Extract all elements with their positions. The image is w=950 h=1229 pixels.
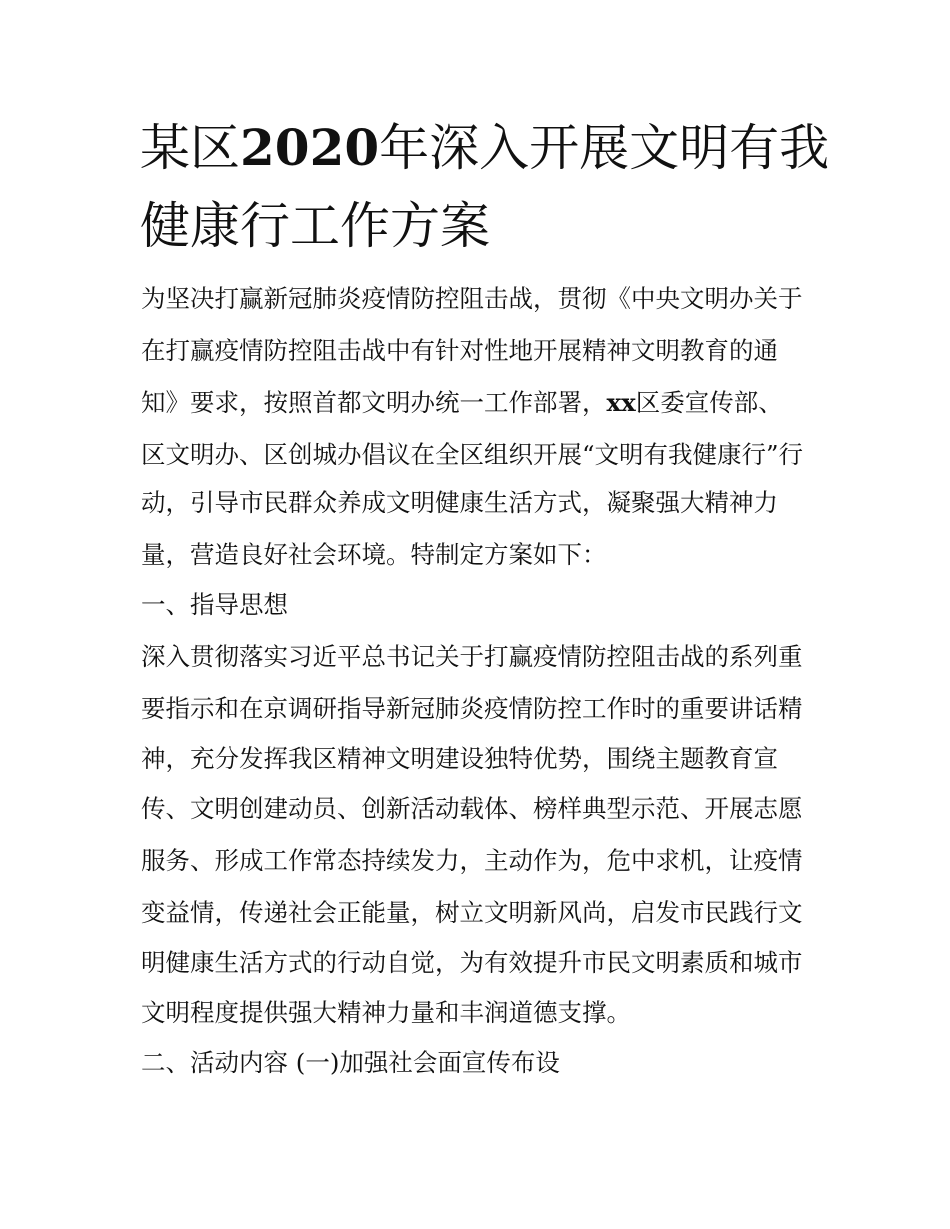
paragraph-line: 区文明办、区创城办倡议在全区组织开展“文明有我健康行”行	[141, 440, 804, 469]
paragraph-line: 在打赢疫情防控阻击战中有针对性地开展精神文明教育的通	[141, 336, 778, 365]
paragraph-line: 量，营造良好社会环境。特制定方案如下：	[141, 540, 607, 569]
line-text: 知》要求，按照首都文明办统一工作部署，	[141, 388, 607, 417]
title-prefix: 某区	[140, 119, 240, 177]
paragraph-line: 神，充分发挥我区精神文明建设独特优势，围绕主题教育宣	[141, 744, 778, 773]
document-title-line-2: 健康行工作方案	[140, 197, 490, 255]
paragraph-line: 服务、形成工作常态持续发力，主动作为，危中求机，让疫情	[141, 846, 803, 875]
paragraph-line: 要指示和在京调研指导新冠肺炎疫情防控工作时的重要讲话精	[141, 694, 803, 723]
paragraph-line: 变益情，传递社会正能量，树立文明新风尚，启发市民践行文	[141, 898, 803, 927]
section-heading-2: 二、活动内容 (一)加强社会面宣传布设	[141, 1048, 560, 1077]
paragraph-line	[141, 387, 821, 419]
paragraph-line: 深入贯彻落实习近平总书记关于打赢疫情防控阻击战的系列重	[141, 642, 803, 671]
title-year: 2020	[240, 118, 380, 177]
title-suffix: 年深入开展文明有我	[379, 119, 830, 177]
paragraph-line: 传、文明创建动员、创新活动载体、榜样典型示范、开展志愿	[141, 794, 803, 823]
paragraph-line: 明健康生活方式的行动自觉，为有效提升市民文明素质和城市	[141, 948, 803, 977]
placeholder-xx: xx	[606, 388, 636, 417]
line-text: 区委宣传部、	[635, 388, 783, 417]
document-title-line-1	[140, 118, 830, 178]
paragraph-line: 文明程度提供强大精神力量和丰润道德支撑。	[141, 998, 631, 1027]
paragraph-line: 动，引导市民群众养成文明健康生活方式，凝聚强大精神力	[141, 488, 778, 517]
paragraph-line: 为坚决打赢新冠肺炎疫情防控阻击战，贯彻《中央文明办关于	[141, 284, 803, 313]
section-heading-1: 一、指导思想	[141, 590, 288, 619]
